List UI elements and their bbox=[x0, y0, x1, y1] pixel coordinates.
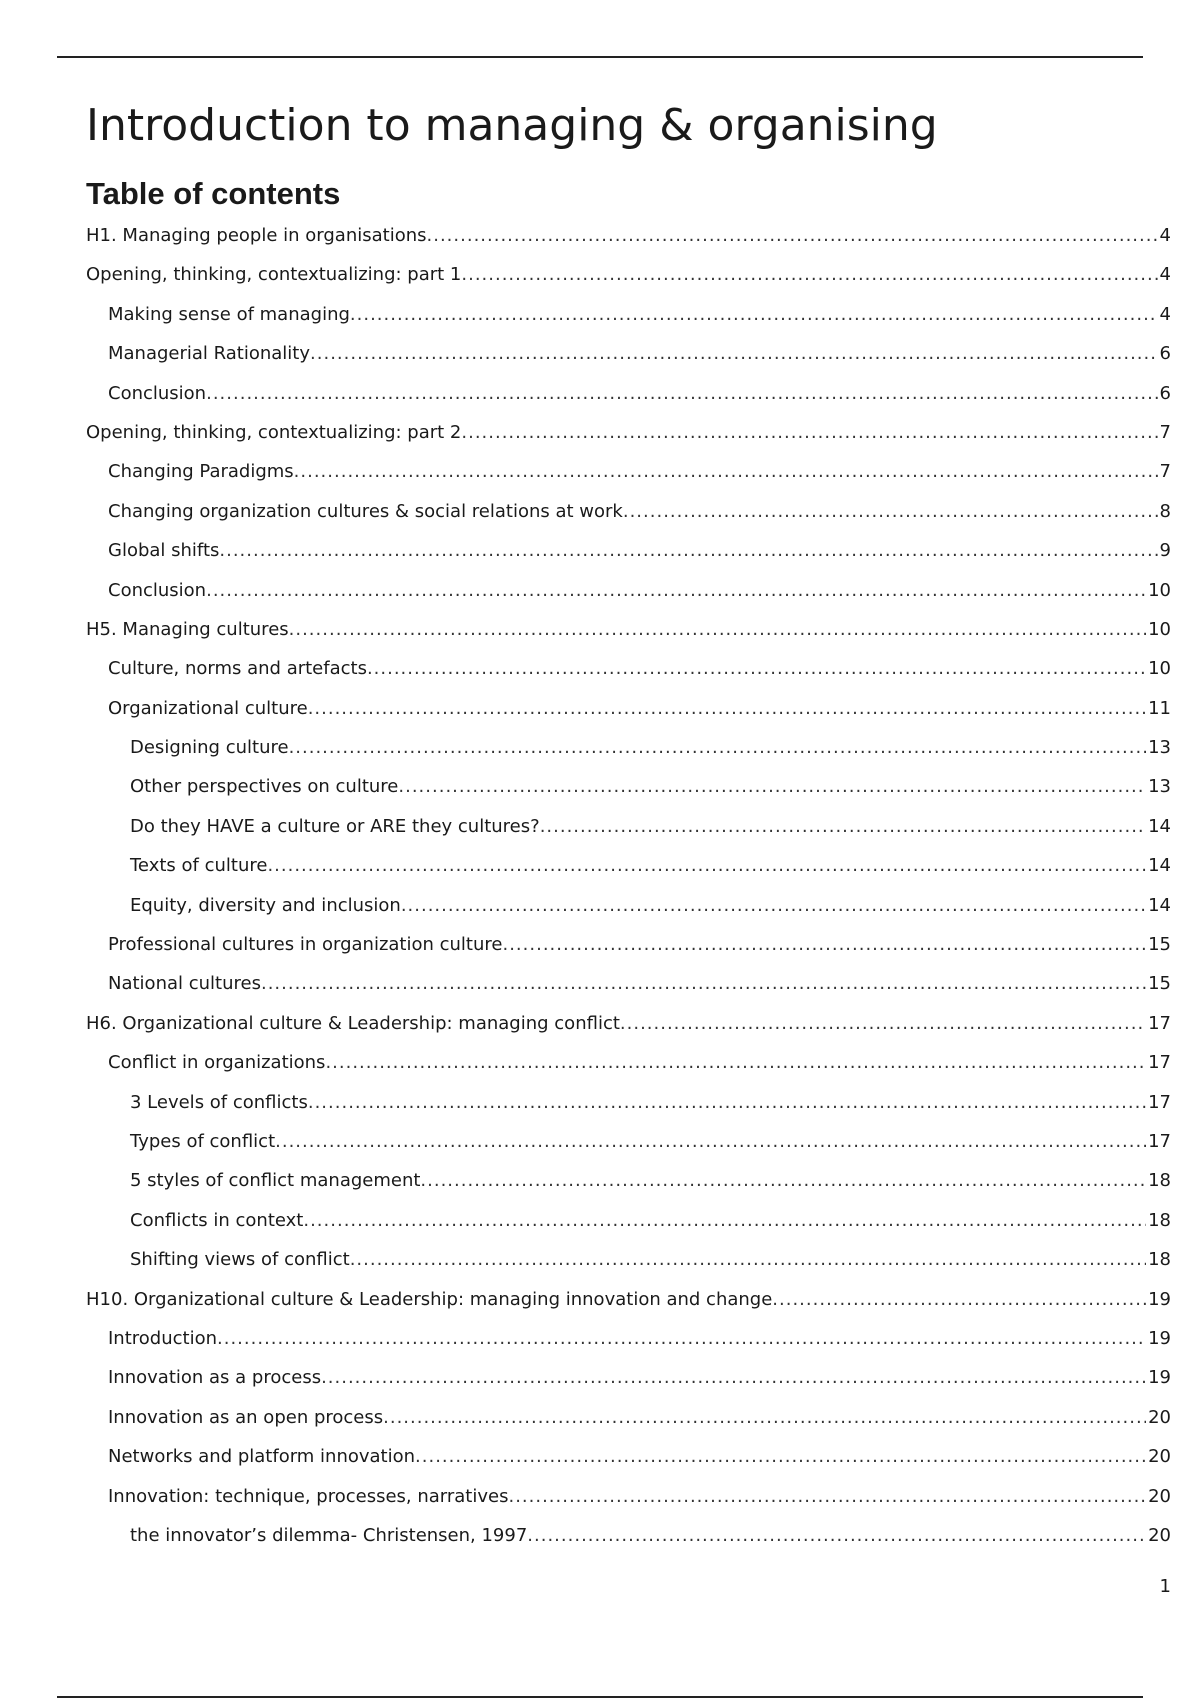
toc-dot-leader bbox=[772, 1286, 1146, 1314]
toc-entry[interactable] bbox=[86, 695, 1171, 734]
toc-dot-leader bbox=[508, 1483, 1146, 1511]
toc-entry[interactable] bbox=[86, 970, 1171, 1009]
toc-entry[interactable] bbox=[86, 301, 1171, 340]
toc-dot-leader bbox=[289, 734, 1147, 762]
toc-entry-page: 7 bbox=[1159, 461, 1171, 483]
toc-entry-label: Professional cultures in organization culture bbox=[108, 934, 503, 956]
toc-entry-label: National cultures bbox=[108, 973, 261, 995]
toc-dot-leader bbox=[540, 813, 1146, 841]
toc-entry[interactable] bbox=[86, 1325, 1171, 1364]
toc-dot-leader bbox=[461, 261, 1157, 289]
toc-entry-label: H5. Managing cultures bbox=[86, 618, 289, 640]
toc-entry-page: 15 bbox=[1148, 973, 1171, 995]
toc-entry[interactable] bbox=[86, 261, 1171, 300]
toc-entry-page: 6 bbox=[1159, 343, 1171, 365]
toc-entry-page: 18 bbox=[1148, 1170, 1171, 1192]
toc-entry[interactable] bbox=[86, 498, 1171, 537]
toc-dot-leader bbox=[267, 852, 1146, 880]
toc-entry[interactable] bbox=[86, 222, 1171, 261]
toc-entry-label: 3 Levels of conflicts bbox=[130, 1091, 308, 1113]
toc-entry-label: Innovation as a process bbox=[108, 1367, 322, 1389]
toc-entry[interactable] bbox=[86, 1167, 1171, 1206]
toc-dot-leader bbox=[623, 498, 1158, 526]
toc-dot-leader bbox=[420, 1167, 1146, 1195]
toc-entry-page: 10 bbox=[1148, 618, 1171, 640]
table-of-contents bbox=[86, 222, 1171, 1561]
toc-entry[interactable] bbox=[86, 1443, 1171, 1482]
toc-entry[interactable] bbox=[86, 458, 1171, 497]
toc-entry-page: 17 bbox=[1148, 1091, 1171, 1113]
toc-entry-page: 19 bbox=[1148, 1288, 1171, 1310]
toc-entry-label: Innovation as an open process bbox=[108, 1406, 384, 1428]
toc-entry-label: Equity, diversity and inclusion bbox=[130, 894, 401, 916]
toc-dot-leader bbox=[294, 458, 1158, 486]
toc-entry[interactable] bbox=[86, 892, 1171, 931]
toc-entry[interactable] bbox=[86, 813, 1171, 852]
toc-entry[interactable] bbox=[86, 1246, 1171, 1285]
toc-entry-page: 14 bbox=[1148, 894, 1171, 916]
footer-rule bbox=[57, 1696, 1143, 1698]
toc-dot-leader bbox=[350, 301, 1158, 329]
toc-entry[interactable] bbox=[86, 1089, 1171, 1128]
toc-entry[interactable] bbox=[86, 734, 1171, 773]
toc-dot-leader bbox=[308, 1089, 1146, 1117]
toc-dot-leader bbox=[206, 577, 1146, 605]
toc-entry-page: 7 bbox=[1159, 421, 1171, 443]
toc-entry[interactable] bbox=[86, 1010, 1171, 1049]
toc-dot-leader bbox=[398, 773, 1146, 801]
toc-dot-leader bbox=[350, 1246, 1146, 1274]
toc-dot-leader bbox=[325, 1049, 1146, 1077]
toc-entry-label: Conflicts in context bbox=[130, 1209, 304, 1231]
toc-entry[interactable] bbox=[86, 1364, 1171, 1403]
toc-dot-leader bbox=[217, 1325, 1146, 1353]
toc-entry-label: Shifting views of conflict bbox=[130, 1249, 350, 1271]
toc-dot-leader bbox=[206, 380, 1157, 408]
toc-entry[interactable] bbox=[86, 1404, 1171, 1443]
toc-entry[interactable] bbox=[86, 852, 1171, 891]
toc-dot-leader bbox=[261, 970, 1146, 998]
toc-entry-label: Organizational culture bbox=[108, 697, 308, 719]
toc-entry-page: 9 bbox=[1159, 540, 1171, 562]
toc-dot-leader bbox=[275, 1128, 1146, 1156]
toc-entry[interactable] bbox=[86, 1522, 1171, 1561]
toc-dot-leader bbox=[308, 695, 1146, 723]
toc-entry-label: Designing culture bbox=[130, 737, 289, 759]
toc-entry-label: Opening, thinking, contextualizing: part 2 bbox=[86, 421, 462, 443]
toc-entry-page: 10 bbox=[1148, 658, 1171, 680]
toc-entry-label: Opening, thinking, contextualizing: part 1 bbox=[86, 264, 462, 286]
toc-dot-leader bbox=[427, 222, 1158, 250]
toc-entry[interactable] bbox=[86, 1207, 1171, 1246]
toc-entry[interactable] bbox=[86, 380, 1171, 419]
toc-entry[interactable] bbox=[86, 655, 1171, 694]
toc-entry-page: 14 bbox=[1148, 855, 1171, 877]
toc-entry-label: Conclusion bbox=[108, 382, 207, 404]
toc-entry-page: 4 bbox=[1159, 225, 1171, 246]
toc-entry-page: 6 bbox=[1159, 382, 1171, 404]
toc-entry-page: 18 bbox=[1148, 1209, 1171, 1231]
toc-entry-page: 11 bbox=[1148, 697, 1171, 719]
toc-entry-label: Types of conflict bbox=[130, 1130, 276, 1152]
toc-entry-page: 14 bbox=[1148, 815, 1171, 837]
toc-entry-label: Innovation: technique, processes, narratives bbox=[108, 1485, 509, 1507]
toc-entry-label: Culture, norms and artefacts bbox=[108, 658, 367, 680]
toc-entry-label: Conclusion bbox=[108, 579, 207, 601]
toc-entry-page: 4 bbox=[1159, 264, 1171, 286]
toc-entry-page: 20 bbox=[1148, 1406, 1171, 1428]
toc-entry-label: Texts of culture bbox=[130, 855, 268, 877]
toc-entry-page: 13 bbox=[1148, 737, 1171, 759]
toc-dot-leader bbox=[367, 655, 1146, 683]
toc-entry-label: H6. Organizational culture & Leadership: managing conflict bbox=[86, 1012, 620, 1034]
toc-dot-leader bbox=[383, 1404, 1146, 1432]
toc-entry-label: Making sense of managing bbox=[108, 303, 350, 325]
toc-entry-label: 5 styles of conflict management bbox=[130, 1170, 421, 1192]
toc-entry-label: Changing Paradigms bbox=[108, 461, 294, 483]
toc-entry-page: 18 bbox=[1148, 1249, 1171, 1271]
toc-entry[interactable] bbox=[86, 1128, 1171, 1167]
toc-entry[interactable] bbox=[86, 616, 1171, 655]
toc-entry-label: Networks and platform innovation bbox=[108, 1446, 416, 1468]
toc-dot-leader bbox=[502, 931, 1146, 959]
toc-entry-page: 20 bbox=[1148, 1485, 1171, 1507]
toc-entry-label: Introduction bbox=[108, 1327, 218, 1349]
toc-entry-label: H1. Managing people in organisations bbox=[86, 225, 427, 246]
toc-entry-label: Other perspectives on culture bbox=[130, 776, 399, 798]
toc-entry-label: H10. Organizational culture & Leadership: managing innovation and change bbox=[86, 1288, 773, 1310]
toc-entry[interactable] bbox=[86, 1049, 1171, 1088]
toc-entry-label: Global shifts bbox=[108, 540, 220, 562]
toc-entry[interactable] bbox=[86, 1483, 1171, 1522]
toc-entry-page: 13 bbox=[1148, 776, 1171, 798]
toc-dot-leader bbox=[321, 1364, 1146, 1392]
toc-entry-page: 17 bbox=[1148, 1012, 1171, 1034]
toc-entry[interactable] bbox=[86, 931, 1171, 970]
toc-dot-leader bbox=[620, 1010, 1146, 1038]
toc-entry-page: 20 bbox=[1148, 1446, 1171, 1468]
toc-entry-page: 4 bbox=[1159, 303, 1171, 325]
toc-dot-leader bbox=[461, 419, 1157, 447]
toc-dot-leader bbox=[401, 892, 1146, 920]
toc-entry[interactable] bbox=[86, 419, 1171, 458]
toc-entry[interactable] bbox=[86, 537, 1171, 576]
toc-dot-leader bbox=[303, 1207, 1146, 1235]
toc-entry-page: 20 bbox=[1148, 1524, 1171, 1546]
toc-dot-leader bbox=[289, 616, 1146, 644]
toc-dot-leader bbox=[415, 1443, 1146, 1471]
toc-entry-page: 10 bbox=[1148, 579, 1171, 601]
toc-entry-page: 17 bbox=[1148, 1130, 1171, 1152]
toc-entry-page: 8 bbox=[1159, 500, 1171, 522]
toc-entry-page: 19 bbox=[1148, 1367, 1171, 1389]
toc-dot-leader bbox=[310, 340, 1158, 368]
toc-entry-page: 19 bbox=[1148, 1327, 1171, 1349]
toc-entry-label: the innovator’s dilemma- Christensen, 1997 bbox=[130, 1524, 528, 1546]
toc-entry[interactable] bbox=[86, 577, 1171, 616]
toc-heading: Table of contents bbox=[86, 176, 341, 211]
header-rule bbox=[57, 56, 1143, 58]
document-title: Introduction to managing & organising bbox=[86, 100, 938, 151]
toc-dot-leader bbox=[527, 1522, 1146, 1550]
toc-entry-page: 15 bbox=[1148, 934, 1171, 956]
toc-entry-label: Conflict in organizations bbox=[108, 1052, 326, 1074]
toc-entry-label: Managerial Rationality bbox=[108, 343, 311, 365]
toc-entry-page: 17 bbox=[1148, 1052, 1171, 1074]
toc-entry-label: Changing organization cultures & social relations at work bbox=[108, 500, 623, 522]
page-number: 1 bbox=[1159, 1576, 1171, 1597]
toc-dot-leader bbox=[219, 537, 1157, 565]
toc-entry[interactable] bbox=[86, 773, 1171, 812]
toc-entry-label: Do they HAVE a culture or ARE they cultures? bbox=[130, 815, 540, 837]
toc-entry[interactable] bbox=[86, 340, 1171, 379]
toc-entry[interactable] bbox=[86, 1286, 1171, 1325]
